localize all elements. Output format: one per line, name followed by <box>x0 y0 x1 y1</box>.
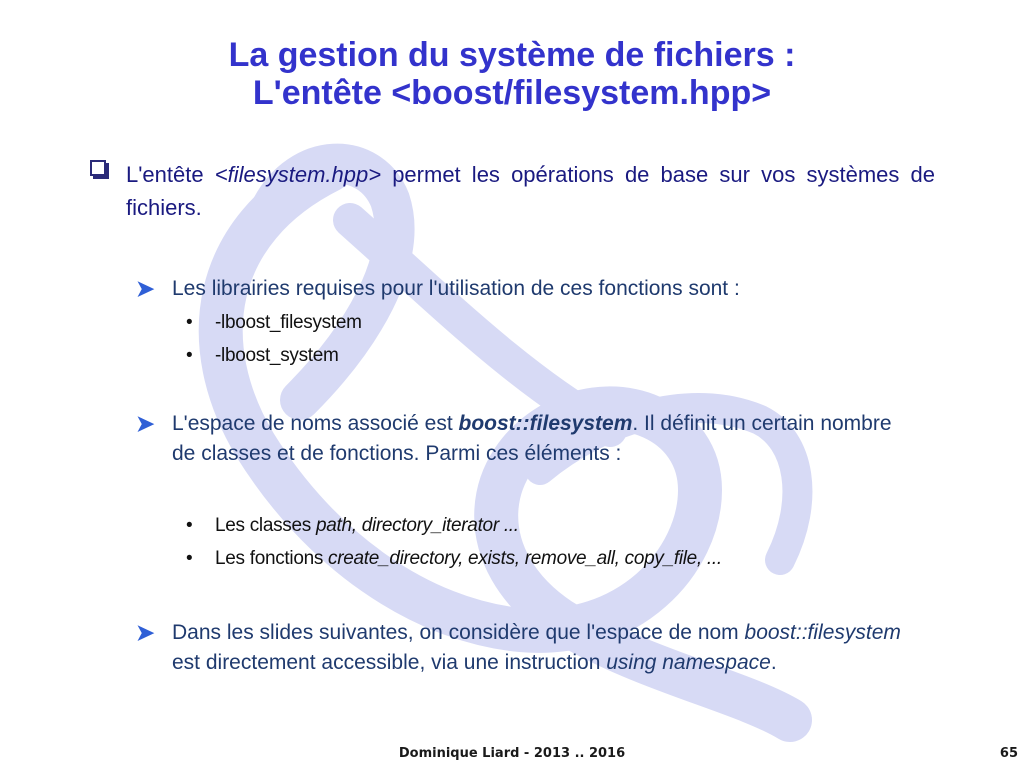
libraries-label: Les librairies requises pour l'utilisation de ces fonctions sont : <box>172 277 740 300</box>
bullet-intro-text <box>126 158 935 224</box>
bullet-following-slides <box>136 618 916 678</box>
following-text-part1: Dans les slides suivantes, on considère que l'espace de nom <box>172 621 745 644</box>
list-item-library-1 <box>186 309 362 337</box>
arrow-bullet-icon: ➤ <box>136 276 155 301</box>
functions-list: create_directory, exists, remove_all, copy_file, ... <box>328 548 722 569</box>
library-name: -lboost_filesystem <box>215 312 362 333</box>
square-bullet-icon <box>90 160 106 176</box>
functions-text <box>215 548 722 569</box>
classes-text <box>215 515 519 536</box>
following-namespace: boost::filesystem <box>744 621 901 644</box>
intro-text-part2: permet les opérations de base sur vos systèmes de fichiers. <box>126 162 935 220</box>
namespace-name: boost::filesystem <box>458 412 633 435</box>
dot-bullet-icon: • <box>186 345 193 366</box>
intro-header-name: <filesystem.hpp> <box>214 162 382 187</box>
arrow-bullet-icon: ➤ <box>136 620 155 645</box>
footer-author: Dominique Liard - 2013 .. 2016 <box>398 746 626 761</box>
slide-title-line1: La gestion du système de fichiers : <box>228 36 796 74</box>
namespace-text-part2: . Il définit un certain nombre de classes et de fonctions. Parmi ces éléments : <box>172 412 892 465</box>
functions-prefix: Les fonctions <box>215 548 329 569</box>
classes-list: path, directory_iterator ... <box>315 515 519 536</box>
page-number: 65 <box>999 746 1018 761</box>
list-item-functions <box>186 545 722 573</box>
dot-bullet-icon: • <box>186 548 193 569</box>
bullet-libraries <box>136 274 916 304</box>
following-text-part3: . <box>770 651 777 674</box>
bullet-namespace <box>136 409 916 469</box>
list-item-library-2 <box>186 342 339 370</box>
dot-bullet-icon: • <box>186 515 193 536</box>
namespace-text-part1: L'espace de noms associé est <box>172 412 459 435</box>
bullet-intro <box>90 158 935 224</box>
list-item-classes <box>186 512 519 540</box>
dot-bullet-icon: • <box>186 312 193 333</box>
following-instruction: using namespace <box>606 651 771 674</box>
classes-prefix: Les classes <box>215 515 316 536</box>
following-text-part2: est directement accessible, via une instruction <box>172 651 607 674</box>
library-name: -lboost_system <box>215 345 339 366</box>
following-text <box>172 618 916 678</box>
arrow-bullet-icon: ➤ <box>136 411 155 436</box>
intro-text-part1: L'entête <box>126 162 215 187</box>
namespace-text <box>172 409 916 469</box>
slide-title-line2: L'entête <boost/filesystem.hpp> <box>252 74 772 112</box>
